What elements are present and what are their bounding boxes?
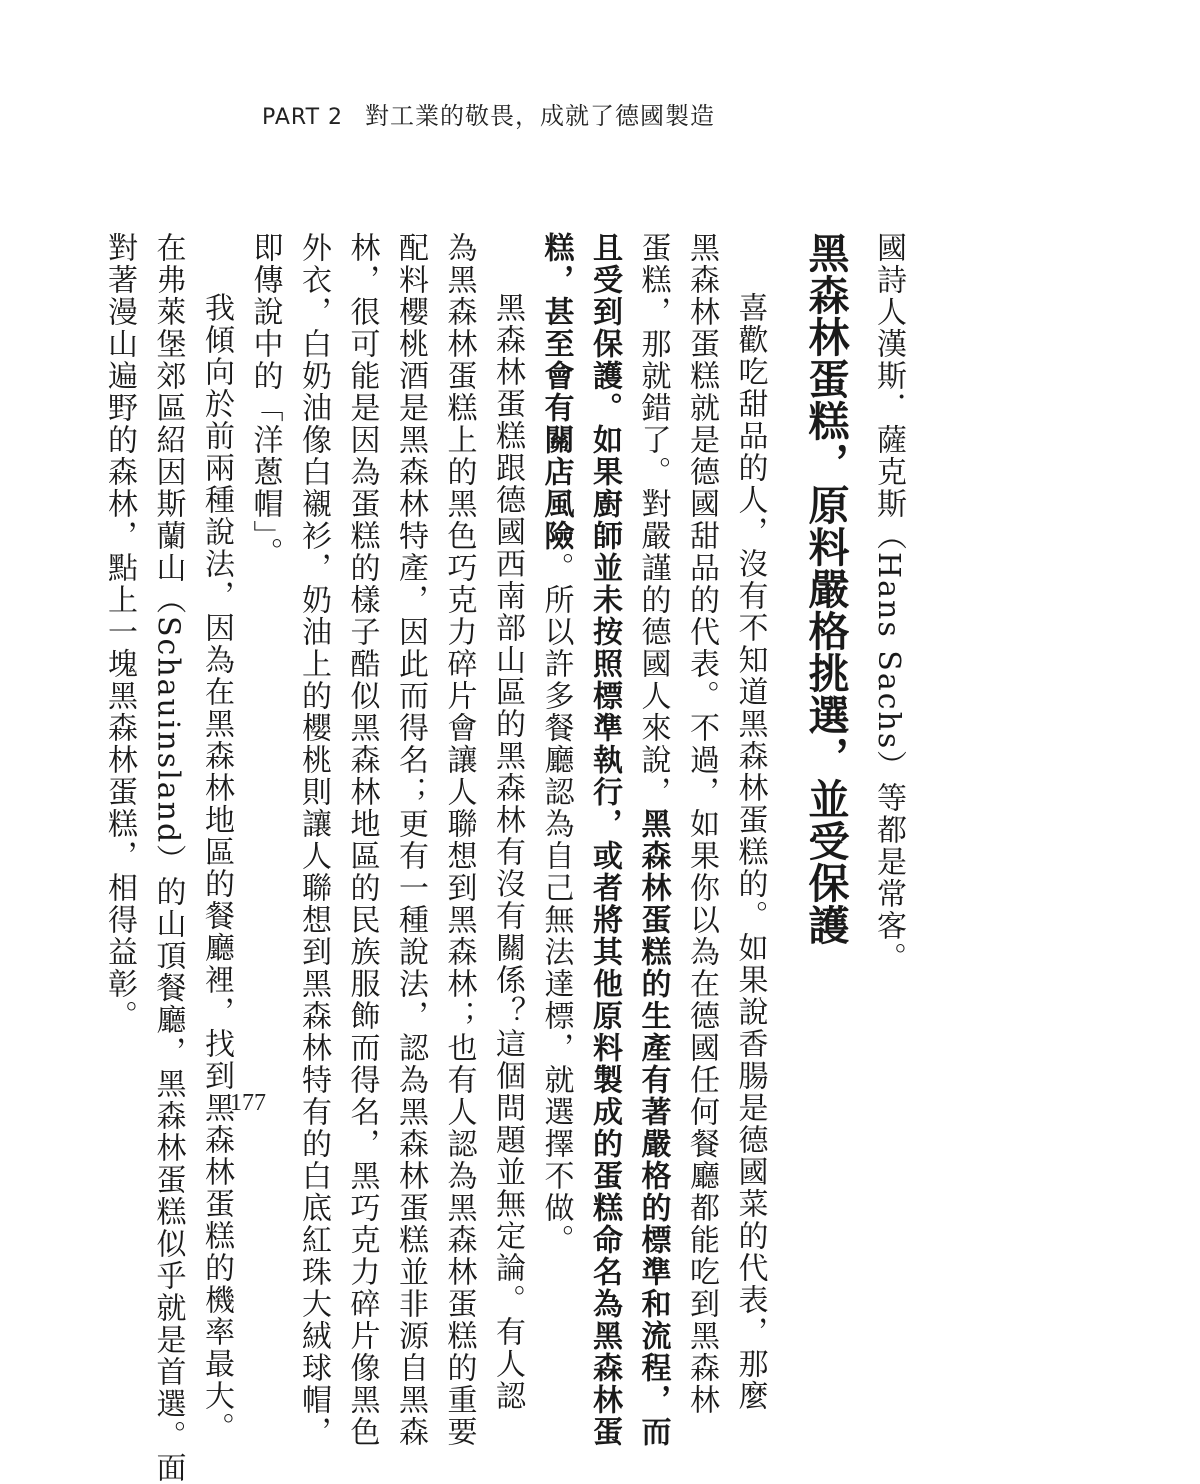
paragraph-1-line-5-plain: 。所以許多餐廳認為自己無法達標，就選擇不做。 bbox=[538, 552, 574, 1256]
paragraph-1-line-2: 黑森林蛋糕就是德國甜品的代表。不過，如果你以為在德國任何餐廳都能吃到黑森林 bbox=[684, 232, 719, 1416]
paragraph-2-line-4: 林，很可能是因為蛋糕的樣子酷似黑森林地區的民族服飾而得名，黑巧克力碎片像黑色 bbox=[344, 232, 380, 1448]
paragraph-2-line-1: 黑森林蛋糕跟德國西南部山區的黑森林有沒有關係？這個問題並無定論。有人認 bbox=[490, 292, 525, 1412]
paragraph-1-line-1: 喜歡吃甜品的人，沒有不知道黑森林蛋糕的。如果說香腸是德國菜的代表，那麼 bbox=[732, 292, 768, 1412]
section-heading: 黑森林蛋糕，原料嚴格挑選，並受保護 bbox=[801, 232, 850, 946]
paragraph-1-line-3 bbox=[628, 232, 677, 1448]
paragraph-1-line-3-plain: 蛋糕，那就錯了。對嚴謹的德國人來說， bbox=[635, 232, 671, 808]
paragraph-3-line-2: 在弗萊堡郊區紹因斯蘭山（Schauinsland）的山頂餐廳，黑森林蛋糕似乎就是首選。面 bbox=[150, 232, 186, 1484]
chapter-title: 對工業的敬畏，成就了德國製造 bbox=[365, 102, 716, 130]
paragraph-1-line-4 bbox=[580, 232, 629, 1448]
paragraph-1-line-4-bold: 且受到保護。如果廚師並未按照標準執行，或者將其他原料製成的蛋糕命名為黑森林蛋 bbox=[587, 232, 622, 1448]
part-label: PART 2 bbox=[262, 105, 344, 130]
paragraph-2-line-3: 配料櫻桃酒是黑森林特產，因此而得名；更有一種說法，認為黑森林蛋糕並非源自黑森 bbox=[393, 232, 428, 1448]
paragraph-1-line-5 bbox=[531, 232, 580, 1256]
paragraph-2-line-2: 為黑森林蛋糕上的黑色巧克力碎片會讓人聯想到黑森林；也有人認為黑森林蛋糕的重要 bbox=[441, 232, 477, 1448]
paragraph-2-line-6: 即傳說中的「洋蔥帽」。 bbox=[247, 232, 283, 569]
paragraph-3-line-1: 我傾向於前兩種說法，因為在黑森林地區的餐廳裡，找到黑森林蛋糕的機率最大。 bbox=[199, 292, 234, 1444]
paragraph-1-line-3-bold: 黑森林蛋糕的生產有著嚴格的標準和流程，而 bbox=[635, 808, 671, 1448]
lead-line: 國詩人漢斯．薩克斯（Hans Sachs）等都是常客。 bbox=[871, 232, 906, 975]
paragraph-3-line-3: 對著漫山遍野的森林，點上一塊黑森林蛋糕，相得益彰。 bbox=[102, 232, 137, 1032]
paragraph-1-line-5-bold: 糕，甚至會有關店風險 bbox=[538, 232, 574, 552]
page-number: 177 bbox=[230, 1090, 266, 1116]
running-header bbox=[262, 96, 715, 131]
paragraph-2-line-5: 外衣，白奶油像白襯衫，奶油上的櫻桃則讓人聯想到黑森林特有的白底紅珠大絨球帽， bbox=[296, 232, 331, 1448]
